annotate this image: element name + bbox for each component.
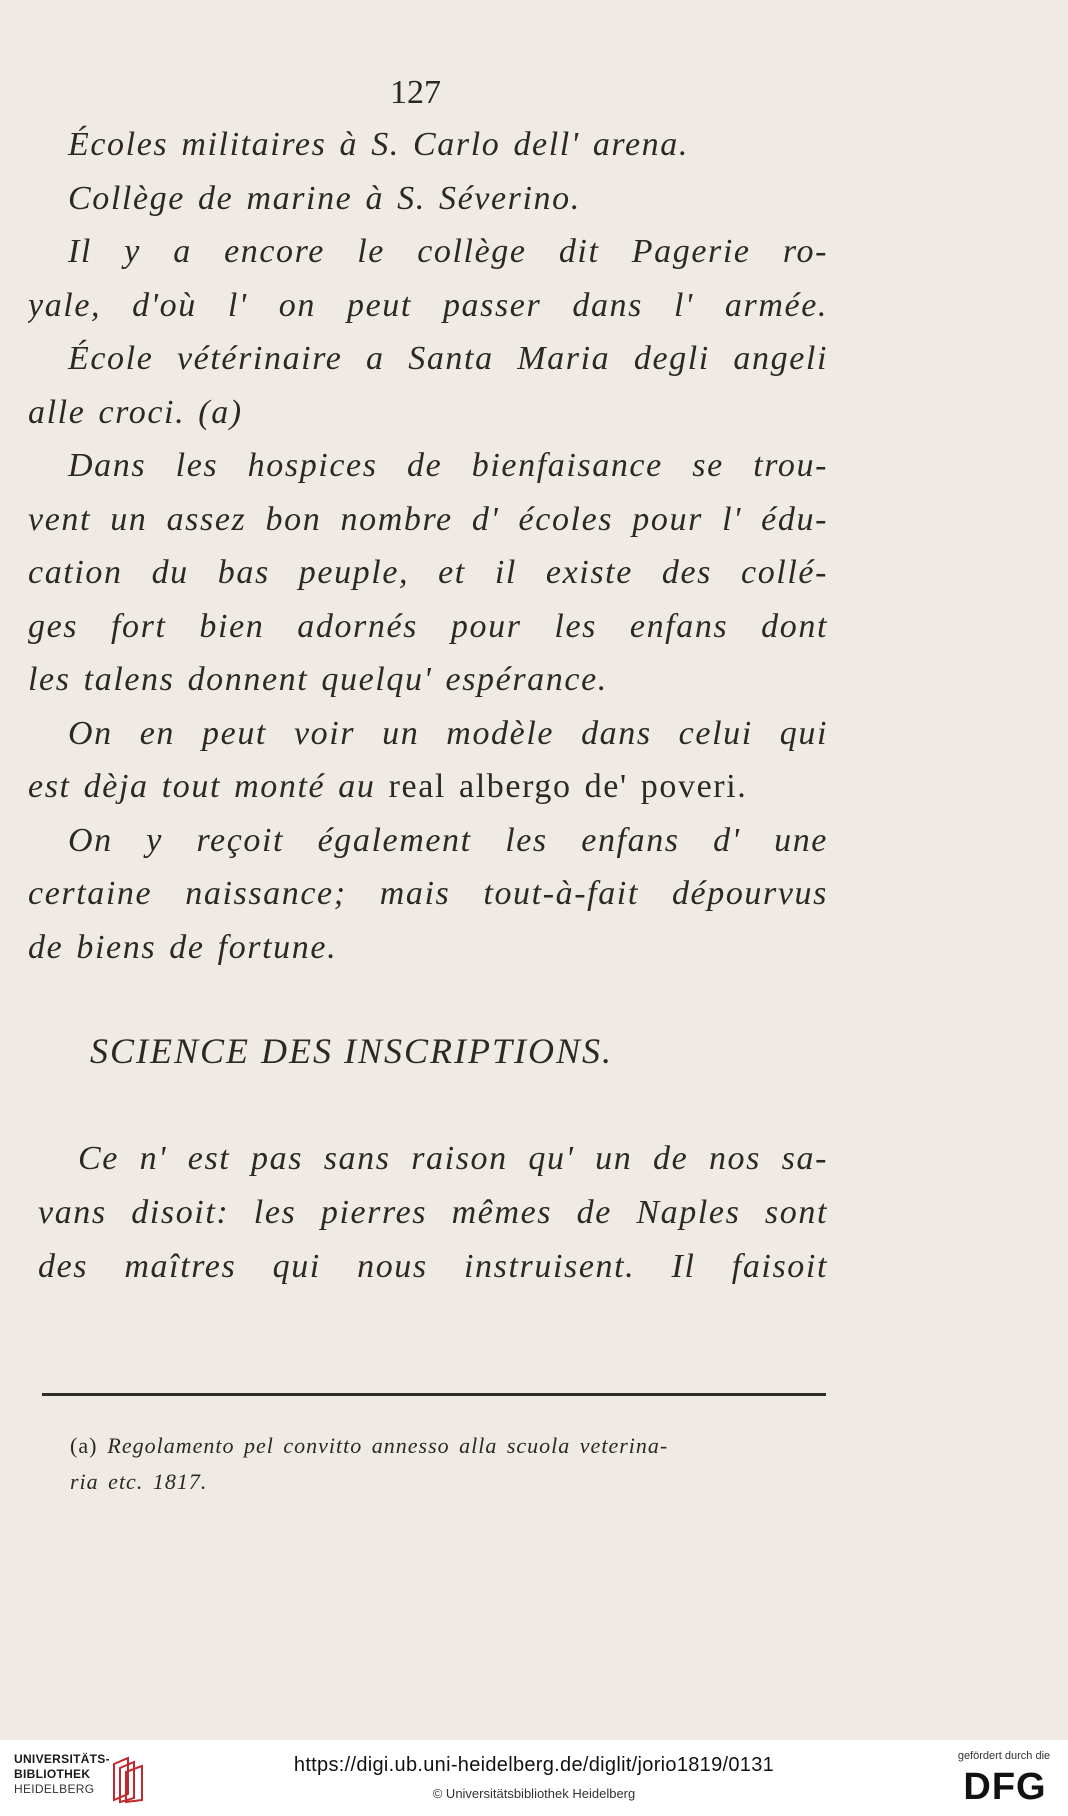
text-line: Dans les hospices de bienfaisance se trou- [68,447,828,484]
footnote [70,1428,850,1500]
paragraph [38,1132,828,1294]
section-heading: SCIENCE DES INSCRIPTIONS. [90,1031,613,1071]
copyright-text: © Universitätsbibliothek Heidelberg [432,1786,636,1801]
text-line [28,760,828,814]
page-number: 127 [390,74,441,111]
text-line: cation du bas peuple, et il existe des collé- [28,554,828,591]
text-line: des maîtres qui nous instruisent. Il faisoit [38,1248,828,1285]
body-text [28,118,828,974]
text-segment-upright: real albergo de' poveri. [388,768,748,805]
text-line: yale, d'où l' on peut passer dans l' armée. [28,286,828,324]
library-name-line: UNIVERSITÄTS- [14,1752,110,1766]
footnote-line [70,1428,850,1464]
footnote-mark: (a) [70,1433,98,1458]
text-line: Ce n' est pas sans raison qu' un de nos sa- [78,1140,828,1177]
footnote-line: ria etc. 1817. [70,1469,208,1494]
text-line: Il y a encore le collège dit Pagerie ro- [68,233,828,270]
text-line: ges fort bien adornés pour les enfans dont [28,607,828,645]
dfg-logo[interactable]: DFG [963,1766,1047,1808]
text-line: vans disoit: les pierres mêmes de Naples sont [38,1194,828,1231]
text-line: On en peut voir un modèle dans celui qui [68,714,828,752]
permalink-url[interactable]: https://digi.ub.uni-heidelberg.de/diglit/jorio1819/0131 [293,1754,775,1776]
text-line: de biens de fortune. [28,928,338,966]
text-line: certaine naissance; mais tout-à-fait dépourvus [28,875,828,912]
footer-bar [0,1740,1068,1816]
footnote-text: Regolamento pel convitto annesso alla scuola veterina- [107,1433,669,1458]
text-line: Écoles militaires à S. Carlo dell' arena. [68,126,689,163]
text-line: Collège de marine à S. Séverino. [68,179,581,217]
text-line: les talens donnent quelqu' espérance. [28,661,608,698]
text-line: vent un assez bon nombre d' écoles pour l' édu- [28,500,828,538]
text-line: On y reçoit également les enfans d' une [68,821,828,859]
text-line: alle croci. (a) [28,393,243,431]
funding-note: gefördert durch die [957,1750,1051,1762]
text-segment: est dèja tout monté au [28,768,389,805]
library-name-line: BIBLIOTHEK [14,1767,91,1781]
library-name-line: HEIDELBERG [14,1782,95,1796]
footnote-rule [42,1393,826,1396]
text-line: École vétérinaire a Santa Maria degli angeli [68,340,828,377]
